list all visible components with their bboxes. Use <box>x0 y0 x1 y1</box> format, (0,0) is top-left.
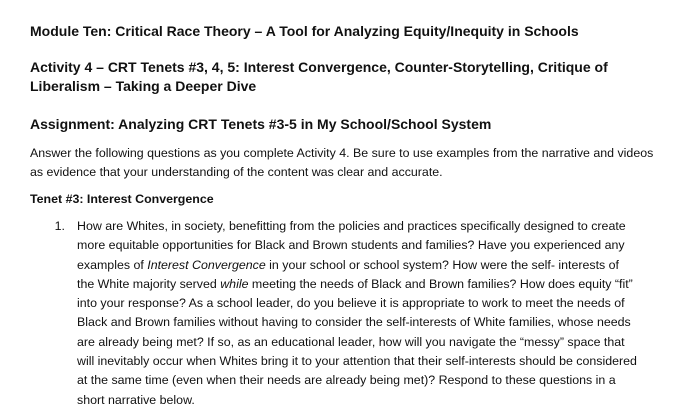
module-title: Module Ten: Critical Race Theory – A Tool for Analyzing Equity/Inequity in Schools <box>30 23 579 39</box>
question-text-part1: How are Whites, in society, benefitting from the policies and practices specifically designed to create more equitable opportunities for Black and Brown students and families? Have you experienced any examples of <box>77 219 626 272</box>
question-item <box>30 217 663 410</box>
question-text <box>77 217 637 410</box>
question-text-part3: meeting the needs of Black and Brown families? How does equity “fit” into your response? As a school leader, do you believe it is appropriate to work to meet the needs of Black and Brown families without having to consider the self-interests of White families, whose needs are already being met? If so, as an educational leader, how will you navigate the “messy” space that will inevitably occur when Whites bring it to your attention that their self-interests should be considered at the same time (even when their needs are already being met)? Respond to these questions in a short narrative below. <box>77 276 637 407</box>
question-number: 1. <box>54 219 65 233</box>
question-emphasis-while: while <box>220 276 249 291</box>
question-text-part2: in your school or school system? How were the self- interests of the White majority served <box>77 257 619 291</box>
instructions-paragraph: Answer the following questions as you complete Activity 4. Be sure to use examples from the narrative and videos as evidence that your understanding of the content was clear and accurate. <box>30 146 654 179</box>
tenet-heading: Tenet #3: Interest Convergence <box>30 192 214 206</box>
question-emphasis-interest-convergence: Interest Convergence <box>147 257 266 272</box>
activity-title: Activity 4 – CRT Tenets #3, 4, 5: Interest Convergence, Counter-Storytelling, Critique of Liberalism – Taking a Deeper Dive <box>30 59 608 94</box>
assignment-title: Assignment: Analyzing CRT Tenets #3-5 in My School/School System <box>30 116 492 132</box>
